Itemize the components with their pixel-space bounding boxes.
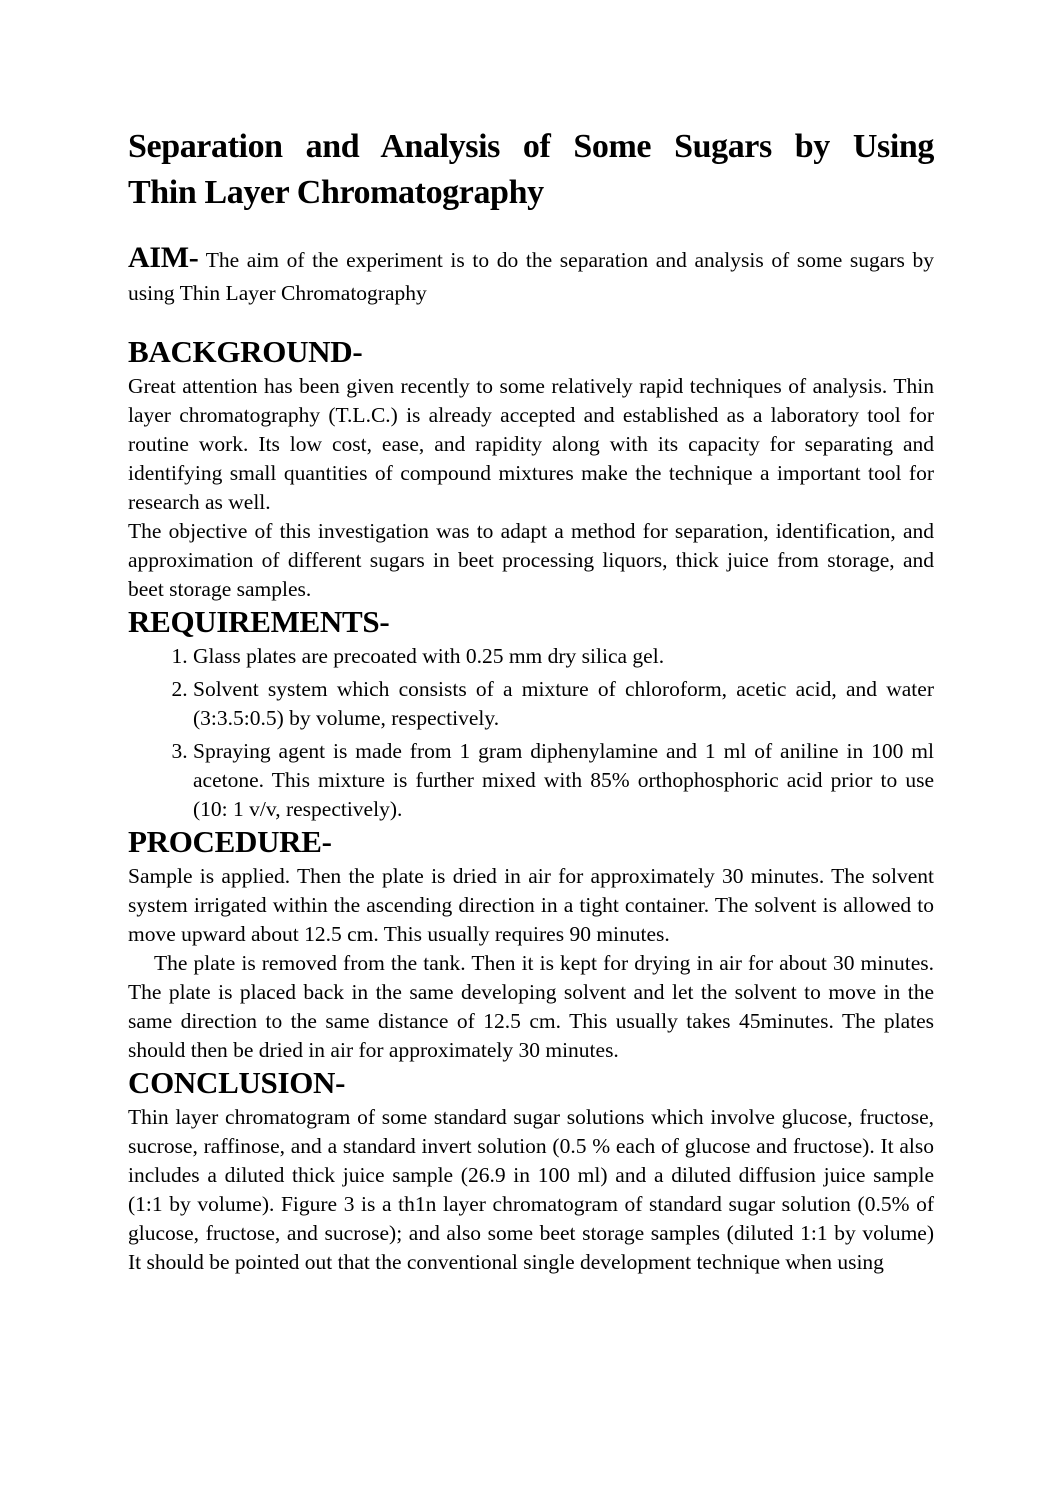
- conclusion-paragraph-1: Thin layer chromatogram of some standard sugar solutions which involve glucose, fructose, sucrose, raffinose, and a standard invert solution (0.5 % each of glucose and fructose). It also includes a diluted thick juice sample (26.9 in 100 ml) and a diluted diffusion juice sample (1:1 by volume). Figure 3 is a th1n layer chromatogram of standard sugar solution (0.5% of glucose, fructose, and sucrose); and also some beet storage samples (diluted 1:1 by volume) It should be pointed out that the conventional single development technique when using: [128, 1105, 934, 1274]
- section-requirements: [128, 604, 934, 824]
- section-procedure: [128, 824, 934, 1065]
- aim-text: The aim of the experiment is to do the separation and analysis of some sugars by using Thin Layer Chromatography: [128, 248, 934, 305]
- requirements-item-1: 1. Glass plates are precoated with 0.25 mm dry silica gel.: [193, 642, 934, 671]
- aim-paragraph: [128, 241, 934, 310]
- requirements-item-2: 2. Solvent system which consists of a mixture of chloroform, acetic acid, and water (3:3.5:0.5) by volume, respectively.: [193, 675, 934, 733]
- procedure-paragraph-1: Sample is applied. Then the plate is dried in air for approximately 30 minutes. The solvent system irrigated within the ascending direction in a tight container. The solvent is allowed to move upward about 12.5 cm. This usually requires 90 minutes.: [128, 864, 934, 946]
- section-background: [128, 334, 934, 604]
- section-heading-procedure: PROCEDURE-: [128, 824, 332, 859]
- aim-label: AIM-: [128, 241, 199, 274]
- section-heading-background: BACKGROUND-: [128, 334, 363, 369]
- document-title: [128, 124, 934, 216]
- requirements-item-3: 3. Spraying agent is made from 1 gram diphenylamine and 1 ml of aniline in 100 ml acetone. This mixture is further mixed with 85% orthophosphoric acid prior to use (10: 1 v/v, respectively).: [193, 737, 934, 824]
- section-heading-conclusion: CONCLUSION-: [128, 1065, 346, 1100]
- requirements-list: [128, 642, 934, 824]
- section-conclusion: [128, 1065, 934, 1277]
- background-paragraph-2: The objective of this investigation was to adapt a method for separation, identification, and approximation of different sugars in beet processing liquors, thick juice from storage, and beet storage samples.: [128, 519, 934, 601]
- procedure-paragraph-2: The plate is removed from the tank. Then it is kept for drying in air for about 30 minutes. The plate is placed back in the same developing solvent and let the solvent to move in the same direction to the same distance of 12.5 cm. This usually takes 45minutes. The plates should then be dried in air for approximately 30 minutes.: [128, 951, 934, 1062]
- section-heading-requirements: REQUIREMENTS-: [128, 604, 390, 639]
- background-paragraph-1: Great attention has been given recently to some relatively rapid techniques of analysis. Thin layer chromatography (T.L.C.) is already accepted and established as a laboratory tool for routine work. Its low cost, ease, and rapidity along with its capacity for separating and identifying small quantities of compound mixtures make the technique a important tool for research as well.: [128, 374, 934, 514]
- document-title-line1: Separation and Analysis of Some Sugars by Using: [128, 128, 934, 165]
- document-title-line2: Thin Layer Chromatography: [128, 174, 544, 211]
